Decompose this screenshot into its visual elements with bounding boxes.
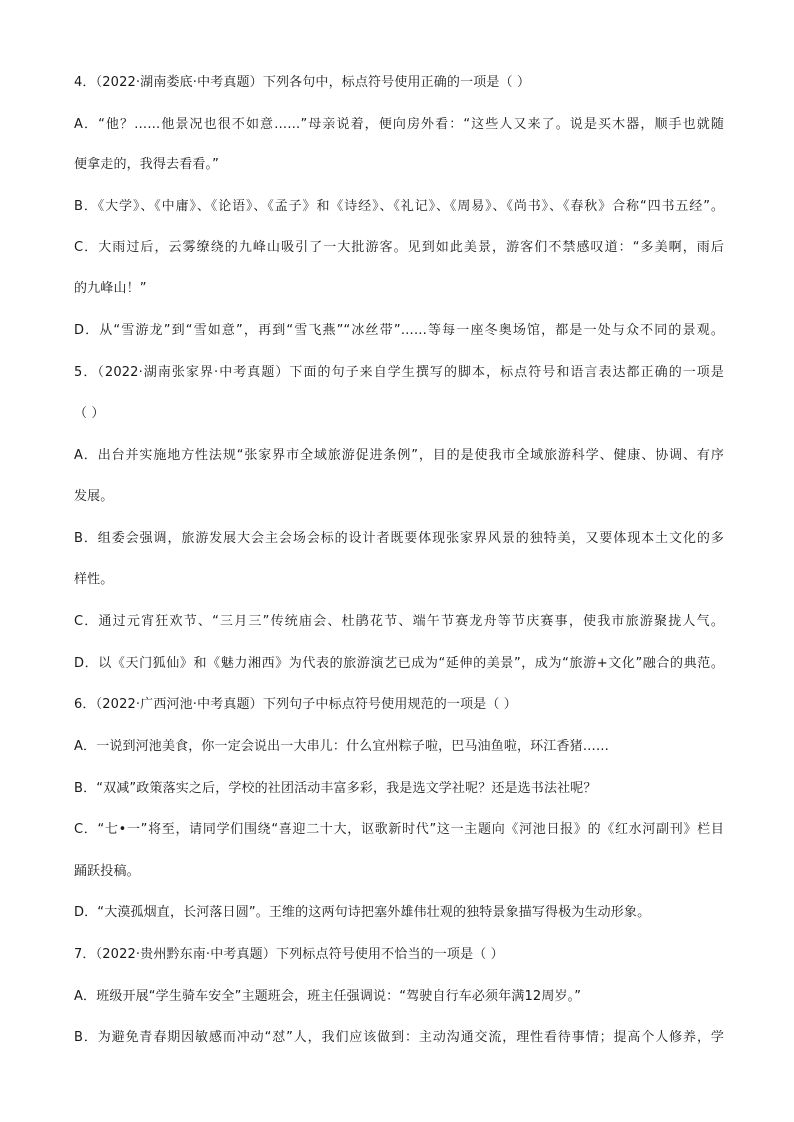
- question-7-stem: 7．（2022·贵州黔东南·中考真题）下列标点符号使用不恰当的一项是（ ）: [74, 947, 504, 962]
- question-4-option-d: D．从“雪游龙”到“雪如意”，再到“雪飞燕”“冰丝带”……等每一座冬奥场馆，都是一处与众不同的景观。: [74, 323, 724, 338]
- question-6-option-d: D．“大漠孤烟直，长河落日圆”。王维的这两句诗把塞外雄伟壮观的独特景象描写得极为生动形象。: [74, 905, 651, 920]
- question-6-option-c: C．“七•一”将至，请同学们围绕“喜迎二十大，讴歌新时代”这一主题向《河池日报》的《红水河副刊》栏目: [74, 822, 724, 837]
- question-7-option-a: A．班级开展“学生骑车安全”主题班会，班主任强调说：“驾驶自行车必须年满12周岁。”: [74, 989, 582, 1004]
- question-4-option-b: B．《大学》、《中庸》、《论语》、《孟子》和《诗经》、《礼记》、《周易》、《尚书》、《春秋》合称“四书五经”。: [74, 199, 724, 214]
- question-5-option-a-cont: 发展。: [74, 489, 114, 504]
- question-6-option-a: A．一说到河池美食，你一定会说出一大串儿：什么宜州粽子啦，巴马油鱼啦，环江香猪……: [74, 739, 610, 754]
- question-6-stem: 6．（2022·广西河池·中考真题）下列句子中标点符号使用规范的一项是（ ）: [74, 697, 517, 712]
- question-5-option-a: A．出台并实施地方性法规“张家界市全域旅游促进条例”，目的是使我市全域旅游科学、健康、协调、有序: [74, 448, 724, 463]
- question-4-option-c: C．大雨过后，云雾缭绕的九峰山吸引了一大批游客。见到如此美景，游客们不禁感叹道：“多美啊，雨后: [74, 240, 724, 255]
- question-4-option-a: A．“他？……他景况也很不如意……”母亲说着，便向房外看：“这些人又来了。说是买木器，顺手也就随: [74, 117, 724, 132]
- question-5-stem-cont: （ ）: [74, 406, 105, 421]
- question-5-option-d: D．以《天门狐仙》和《魅力湘西》为代表的旅游演艺已成为“延伸的美景”，成为“旅游+文化”融合的典范。: [74, 656, 724, 671]
- question-6-option-b: B．“双减”政策落实之后，学校的社团活动丰富多彩，我是选文学社呢？还是选书法社呢？: [74, 781, 597, 796]
- question-4-stem: 4．（2022·湖南娄底·中考真题）下列各句中，标点符号使用正确的一项是（ ）: [74, 75, 531, 90]
- question-6-option-c-cont: 踊跃投稿。: [74, 864, 140, 879]
- question-7-option-b: B．为避免青春期因敏感而冲动“怼”人，我们应该做到：主动沟通交流，理性看待事情；提高个人修养，学: [74, 1030, 724, 1045]
- question-5-option-c: C．通过元宵狂欢节、“三月三”传统庙会、杜鹃花节、端午节赛龙舟等节庆赛事，使我市旅游聚拢人气。: [74, 614, 724, 629]
- question-5-stem: 5．（2022·湖南张家界·中考真题）下面的句子来自学生撰写的脚本，标点符号和语言表达都正确的一项是: [74, 365, 724, 380]
- question-4-option-a-cont: 便拿走的，我得去看看。”: [74, 157, 220, 172]
- question-5-option-b-cont: 样性。: [74, 572, 114, 587]
- question-4-option-c-cont: 的九峰山！”: [74, 281, 147, 296]
- question-5-option-b: B．组委会强调，旅游发展大会主会场会标的设计者既要体现张家界风景的独特美，又要体现本土文化的多: [74, 531, 724, 546]
